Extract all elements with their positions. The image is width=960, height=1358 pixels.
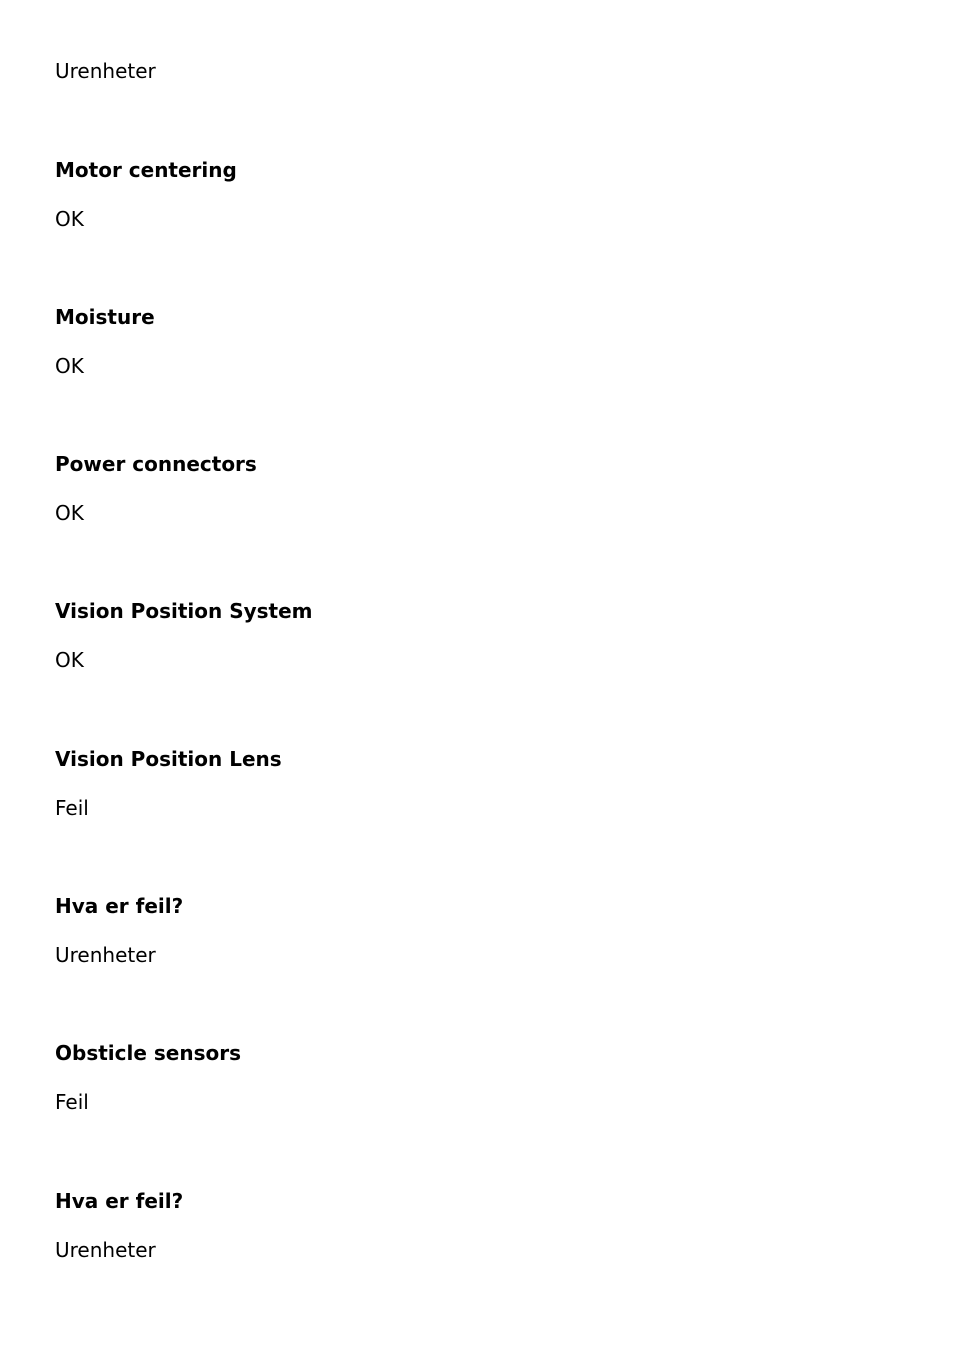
field-power-connectors: [55, 452, 905, 525]
field-value: OK: [55, 501, 84, 525]
field-vision-position-system: [55, 599, 905, 672]
field-value: Urenheter: [55, 943, 156, 967]
field-value: OK: [55, 207, 84, 231]
field-motor-centering: [55, 158, 905, 231]
field-obsticle-sensors: [55, 1041, 905, 1114]
field-label: Hva er feil?: [55, 1189, 184, 1213]
field-vision-position-lens: [55, 747, 905, 820]
field-fault-description: [55, 1189, 905, 1262]
field-label: Obsticle sensors: [55, 1041, 241, 1065]
field-label: Motor centering: [55, 158, 237, 182]
field-value: Urenheter: [55, 1238, 156, 1262]
field-label: Vision Position Lens: [55, 747, 282, 771]
field-fault-description: [55, 894, 905, 967]
field-value: OK: [55, 354, 84, 378]
field-value: Urenheter: [55, 59, 156, 83]
field-value: Feil: [55, 1090, 89, 1114]
field-label: Moisture: [55, 305, 155, 329]
field-value: Feil: [55, 796, 89, 820]
field-label: Hva er feil?: [55, 894, 184, 918]
field-label: Vision Position System: [55, 599, 313, 623]
field-label: Power connectors: [55, 452, 257, 476]
field-value: OK: [55, 648, 84, 672]
field-moisture: [55, 305, 905, 378]
